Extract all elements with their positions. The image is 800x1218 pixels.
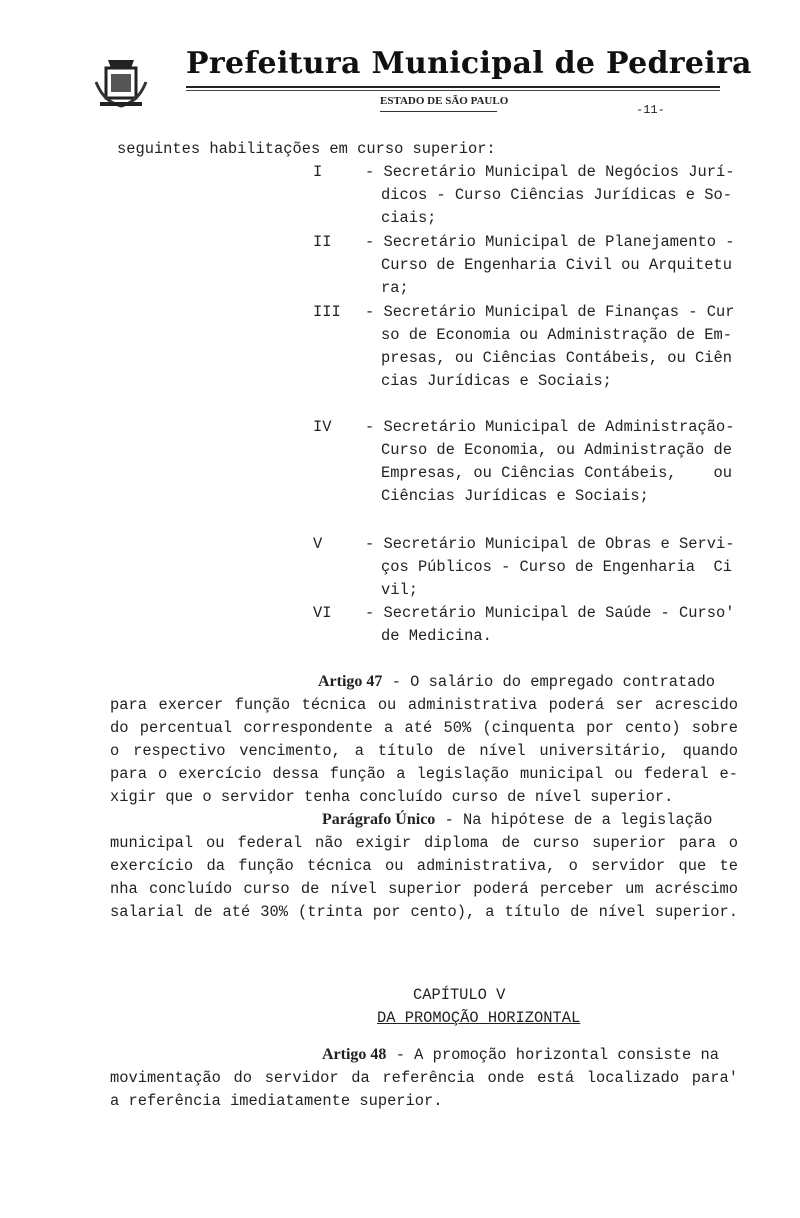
art48-first-line — [322, 1046, 719, 1064]
list-item-line: - Secretário Municipal de Saúde - Curso' — [365, 604, 735, 622]
list-item-line: Empresas, ou Ciências Contábeis, ou — [381, 464, 732, 482]
list-numeral: VI — [313, 604, 332, 622]
list-item-line: - Secretário Municipal de Finanças - Cur — [365, 303, 735, 321]
art48-first-text: - A promoção horizontal consiste na — [395, 1046, 719, 1064]
art47-line: para exercer função técnica ou administrativa poderá ser acrescido — [110, 696, 738, 714]
list-item-line: - Secretário Municipal de Obras e Servi- — [365, 535, 735, 553]
chapter-number: CAPÍTULO V — [413, 986, 506, 1004]
municipal-crest-logo — [90, 52, 152, 114]
list-item-line: - Secretário Municipal de Planejamento - — [365, 233, 735, 251]
title-rule — [186, 86, 720, 91]
state-subtitle: ESTADO DE SÃO PAULO — [380, 95, 509, 107]
art47-first-text: - O salário do empregado contratado — [391, 673, 715, 691]
art47-heading: Artigo 47 — [318, 673, 383, 690]
art47-line: do percentual correspondente a até 50% (cinquenta por cento) sobre — [110, 719, 738, 737]
art48-line: movimentação do servidor da referência onde está localizado para' — [110, 1069, 738, 1087]
art47-line: xigir que o servidor tenha concluído curso de nível superior. — [110, 788, 674, 806]
paragrafo-first-line — [322, 811, 712, 829]
paragrafo-line: nha concluído curso de nível superior poderá perceber um acréscimo — [110, 880, 738, 898]
list-item-line: de Medicina. — [381, 627, 492, 645]
paragrafo-line: exercício da função técnica ou administrativa, o servidor que te — [110, 857, 738, 875]
list-item-line: ra; — [381, 279, 409, 297]
page-title: Prefeitura Municipal de Pedreira — [186, 46, 752, 81]
art47-first-line — [318, 673, 715, 691]
page-number: -11- — [636, 103, 665, 117]
art48-heading: Artigo 48 — [322, 1046, 387, 1063]
list-item-line: cias Jurídicas e Sociais; — [381, 372, 612, 390]
list-numeral: II — [313, 233, 332, 251]
list-item-line: - Secretário Municipal de Administração- — [365, 418, 735, 436]
art48-line: a referência imediatamente superior. — [110, 1092, 443, 1110]
list-numeral: V — [313, 535, 323, 553]
list-item-line: presas, ou Ciências Contábeis, ou Ciên — [381, 349, 732, 367]
list-item-line: ciais; — [381, 209, 437, 227]
paragrafo-first-text: - Na hipótese de a legislação — [444, 811, 713, 829]
art47-line: para o exercício dessa função a legislação municipal ou federal e- — [110, 765, 738, 783]
list-item-line: - Secretário Municipal de Negócios Jurí- — [365, 163, 735, 181]
subtitle-rule — [380, 111, 497, 112]
paragrafo-line: salarial de até 30% (trinta por cento), a título de nível superior. — [110, 903, 738, 921]
list-item-line: Curso de Economia, ou Administração de — [381, 441, 732, 459]
paragrafo-heading: Parágrafo Único — [322, 811, 436, 828]
list-numeral: I — [313, 163, 323, 181]
paragrafo-line: municipal ou federal não exigir diploma de curso superior para o — [110, 834, 738, 852]
list-item-line: dicos - Curso Ciências Jurídicas e So- — [381, 186, 732, 204]
list-item-line: Ciências Jurídicas e Sociais; — [381, 487, 649, 505]
list-item-line: so de Economia ou Administração de Em- — [381, 326, 732, 344]
list-item-line: ços Públicos - Curso de Engenharia Ci — [381, 558, 732, 576]
list-numeral: III — [313, 303, 341, 321]
list-item-line: vil; — [381, 581, 418, 599]
art47-line: o respectivo vencimento, a título de nível universitário, quando — [110, 742, 738, 760]
list-numeral: IV — [313, 418, 332, 436]
list-item-line: Curso de Engenharia Civil ou Arquitetu — [381, 256, 732, 274]
intro-text: seguintes habilitações em curso superior: — [117, 140, 496, 158]
chapter-title: DA PROMOÇÃO HORIZONTAL — [377, 1009, 581, 1027]
